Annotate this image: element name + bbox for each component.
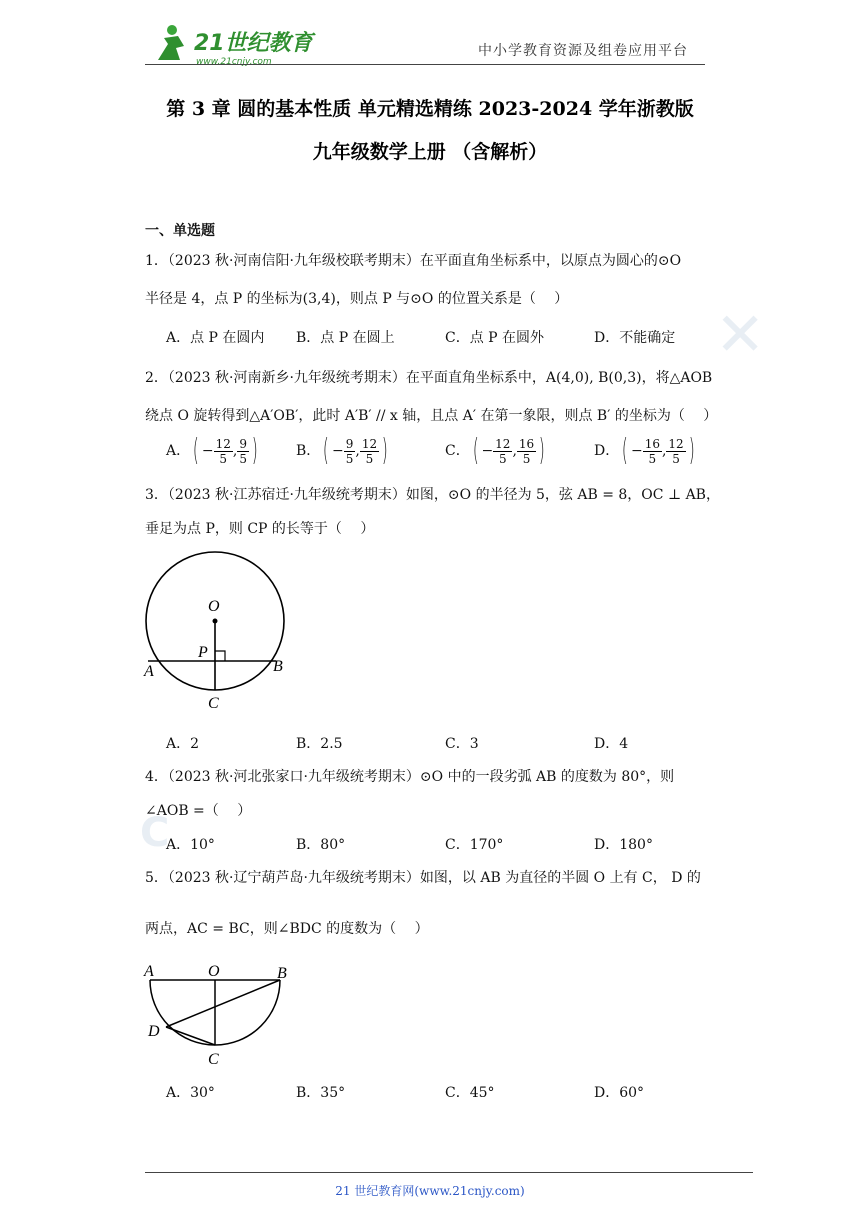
q5-semicircle-figure xyxy=(140,960,300,1070)
q3-option-b[interactable]: B．2.5 xyxy=(296,736,343,752)
doc-title-line1: 第 3 章 圆的基本性质 单元精选精练 2023-2024 学年浙教版 xyxy=(166,98,694,120)
doc-title-line2: 九年级数学上册 （含解析） xyxy=(312,141,548,163)
logo-url: www.21cnjy.com xyxy=(196,57,272,67)
q5-source: （2023 秋·辽宁葫芦岛·九年级统考期末） xyxy=(167,870,420,886)
q3-source: （2023 秋·江苏宿迁·九年级统考期末） xyxy=(167,487,406,503)
q1-text: 在平面直角坐标系中，以原点为圆心的⊙O xyxy=(419,253,682,269)
label-b: B xyxy=(277,965,287,982)
q1-source: （2023 秋·河南信阳·九年级校联考期末） xyxy=(167,253,420,269)
q5-line2: 两点，AC = BC，则∠BDC 的度数为（ ） xyxy=(145,921,429,937)
q4-line1 xyxy=(145,766,674,786)
q4-option-d[interactable]: D．180° xyxy=(594,837,653,853)
footer-divider xyxy=(145,1172,753,1173)
label-o: O xyxy=(208,963,220,980)
q1-option-c[interactable]: C．点 P 在圆外 xyxy=(445,330,545,346)
logo-text: 21世纪教育 xyxy=(194,31,313,56)
label-c: C xyxy=(208,695,219,712)
label-b: B xyxy=(273,658,283,675)
segment-dc xyxy=(166,1027,215,1045)
q4-option-c[interactable]: C．170° xyxy=(445,837,504,853)
header-divider xyxy=(145,64,705,65)
q3-option-d[interactable]: D．4 xyxy=(594,736,629,752)
segment-db xyxy=(166,980,280,1027)
q2-source: （2023 秋·河南新乡·九年级统考期末） xyxy=(167,370,406,386)
q1-option-a[interactable]: A．点 P 在圆内 xyxy=(166,330,265,346)
q3-circle-figure xyxy=(140,548,300,716)
q5-number: 5． xyxy=(145,870,168,886)
footer-link[interactable]: 21 世纪教育网(www.21cnjy.com) xyxy=(335,1184,525,1198)
q3-line2: 垂足为点 P，则 CP 的长等于（ ） xyxy=(145,521,375,537)
q1-option-b[interactable]: B．点 P 在圆上 xyxy=(296,330,395,346)
header-platform-text: 中小学教育资源及组卷应用平台 xyxy=(478,43,688,59)
q5-text: 如图，以 AB 为直径的半圆 O 上有 C， D 的 xyxy=(419,870,701,886)
q4-option-b[interactable]: B．80° xyxy=(296,837,346,853)
q1-option-d[interactable]: D．不能确定 xyxy=(594,330,676,346)
label-a: A xyxy=(144,663,154,680)
watermark-c: C xyxy=(140,810,170,856)
q2-line2: 绕点 O 旋转得到△A′OB′，此时 A′B′ // x 轴，且点 A′ 在第一象限，则点 B′ 的坐标为（ ） xyxy=(145,408,718,424)
q3-option-c[interactable]: C．3 xyxy=(445,736,479,752)
watermark-x: ✕ xyxy=(715,300,766,370)
q1-number: 1． xyxy=(145,253,168,269)
label-c: C xyxy=(208,1051,219,1068)
q2-option-d[interactable]: D．( − $\frac{16}{5}$ , $\frac{12}{5}$ ) xyxy=(594,433,695,468)
q5-option-a[interactable]: A．30° xyxy=(166,1085,215,1101)
q5-option-d[interactable]: D．60° xyxy=(594,1085,645,1101)
q3-line1 xyxy=(145,484,720,504)
site-logo xyxy=(150,20,320,68)
q4-option-a[interactable]: A．10° xyxy=(166,837,215,853)
q2-option-c[interactable]: C．( − $\frac{12}{5}$ , $\frac{16}{5}$ ) xyxy=(445,433,545,468)
q4-number: 4． xyxy=(145,769,168,785)
q5-option-b[interactable]: B．35° xyxy=(296,1085,346,1101)
q1-line2: 半径是 4，点 P 的坐标为(3,4)，则点 P 与⊙O 的位置关系是（ ） xyxy=(145,291,569,307)
section-heading: 一、单选题 xyxy=(145,223,215,239)
q2-number: 2． xyxy=(145,370,168,386)
q2-option-a[interactable]: A．( − $\frac{12}{5}$ , $\frac{9}{5}$ ) xyxy=(166,433,258,468)
label-o: O xyxy=(208,598,220,615)
q3-option-a[interactable]: A．2 xyxy=(166,736,200,752)
q2-text: 在平面直角坐标系中，A(4,0), B(0,3)，将△AOB xyxy=(405,370,713,386)
label-a: A xyxy=(144,963,154,980)
center-dot xyxy=(213,619,218,624)
label-p: P xyxy=(198,644,208,661)
q4-text: ⊙O 中的一段劣弧 AB 的度数为 80°，则 xyxy=(419,769,675,785)
q5-line1 xyxy=(145,867,701,887)
q1-line1 xyxy=(145,250,681,270)
q4-line2: ∠AOB =（ ） xyxy=(145,803,252,819)
q3-number: 3． xyxy=(145,487,168,503)
label-d: D xyxy=(148,1023,160,1040)
q4-source: （2023 秋·河北张家口·九年级统考期末） xyxy=(167,769,420,785)
runner-icon xyxy=(158,25,184,60)
q2-option-b[interactable]: B．( − $\frac{9}{5}$ , $\frac{12}{5}$ ) xyxy=(296,433,388,468)
q3-text: 如图，⊙O 的半径为 5，弦 AB = 8，OC ⊥ AB， xyxy=(405,487,720,503)
q5-option-c[interactable]: C．45° xyxy=(445,1085,495,1101)
right-angle-mark xyxy=(215,651,225,661)
q2-line1 xyxy=(145,367,712,387)
